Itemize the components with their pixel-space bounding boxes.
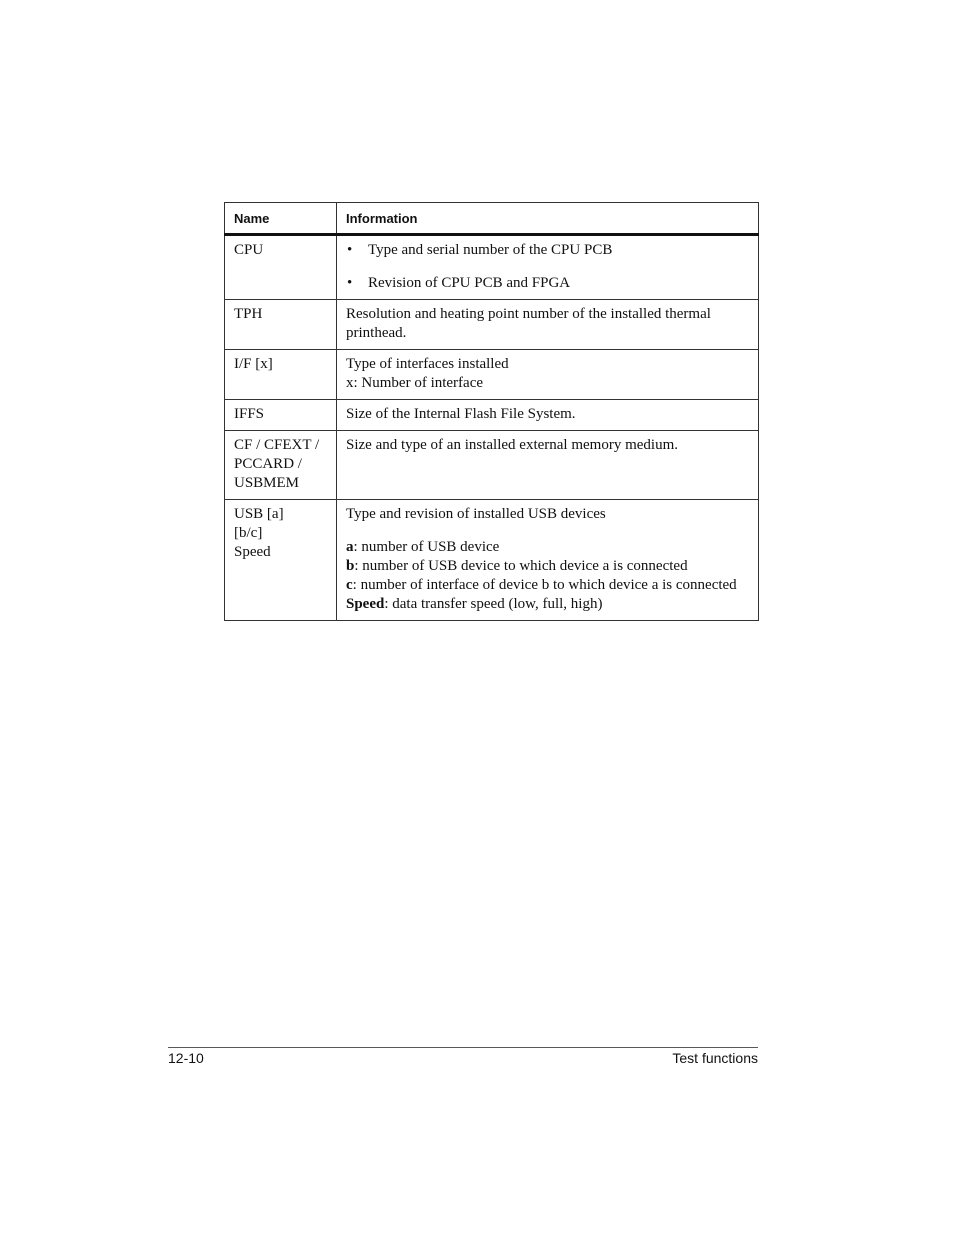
definition-text: : number of USB device to which device a is connected: [354, 558, 688, 574]
row-name: IFFS: [225, 400, 337, 431]
info-line: x: Number of interface: [346, 375, 484, 391]
row-name: I/F [x]: [225, 350, 337, 400]
info-table: [224, 202, 759, 621]
table-row: [225, 300, 759, 350]
page-number: 12-10: [168, 1050, 204, 1066]
definition-line: [346, 557, 749, 576]
name-line: Speed: [234, 544, 271, 560]
table-row: [225, 235, 759, 300]
row-name: TPH: [225, 300, 337, 350]
header-name: Name: [225, 203, 337, 235]
table-row: [225, 350, 759, 400]
definition-term: b: [346, 558, 355, 574]
row-information: [337, 235, 759, 300]
row-information: Size and type of an installed external memory medium.: [337, 431, 759, 500]
bullet-item: • Revision of CPU PCB and FPGA: [346, 274, 749, 293]
definition-text: : number of interface of device b to which device a is connected: [352, 577, 737, 593]
row-information: Size of the Internal Flash File System.: [337, 400, 759, 431]
header-information: Information: [337, 203, 759, 235]
name-line: [b/c]: [234, 525, 263, 541]
table-row: [225, 431, 759, 500]
definition-term: c: [346, 577, 353, 593]
definition-line: [346, 538, 749, 557]
row-information: [337, 350, 759, 400]
table-header-row: [225, 203, 759, 235]
table-row: [225, 500, 759, 621]
info-intro: Type and revision of installed USB devices: [346, 506, 606, 522]
info-line: Type of interfaces installed: [346, 356, 509, 372]
name-line: USB [a]: [234, 506, 284, 522]
row-name: [225, 500, 337, 621]
row-information: Resolution and heating point number of the installed thermal printhead.: [337, 300, 759, 350]
definition-text: : data transfer speed (low, full, high): [384, 596, 603, 612]
definition-term: Speed: [346, 596, 385, 612]
table-row: [225, 400, 759, 431]
definition-line: [346, 576, 749, 595]
footer-divider: [168, 1047, 758, 1048]
bullet-item: • Type and serial number of the CPU PCB: [346, 241, 749, 260]
row-information: [337, 500, 759, 621]
bullet-list: [346, 241, 749, 293]
section-title: Test functions: [672, 1050, 758, 1066]
definition-line: [346, 595, 749, 614]
row-name: CPU: [225, 235, 337, 300]
definition-term: a: [346, 539, 354, 555]
row-name: CF / CFEXT / PCCARD / USBMEM: [225, 431, 337, 500]
definition-text: : number of USB device: [353, 539, 500, 555]
